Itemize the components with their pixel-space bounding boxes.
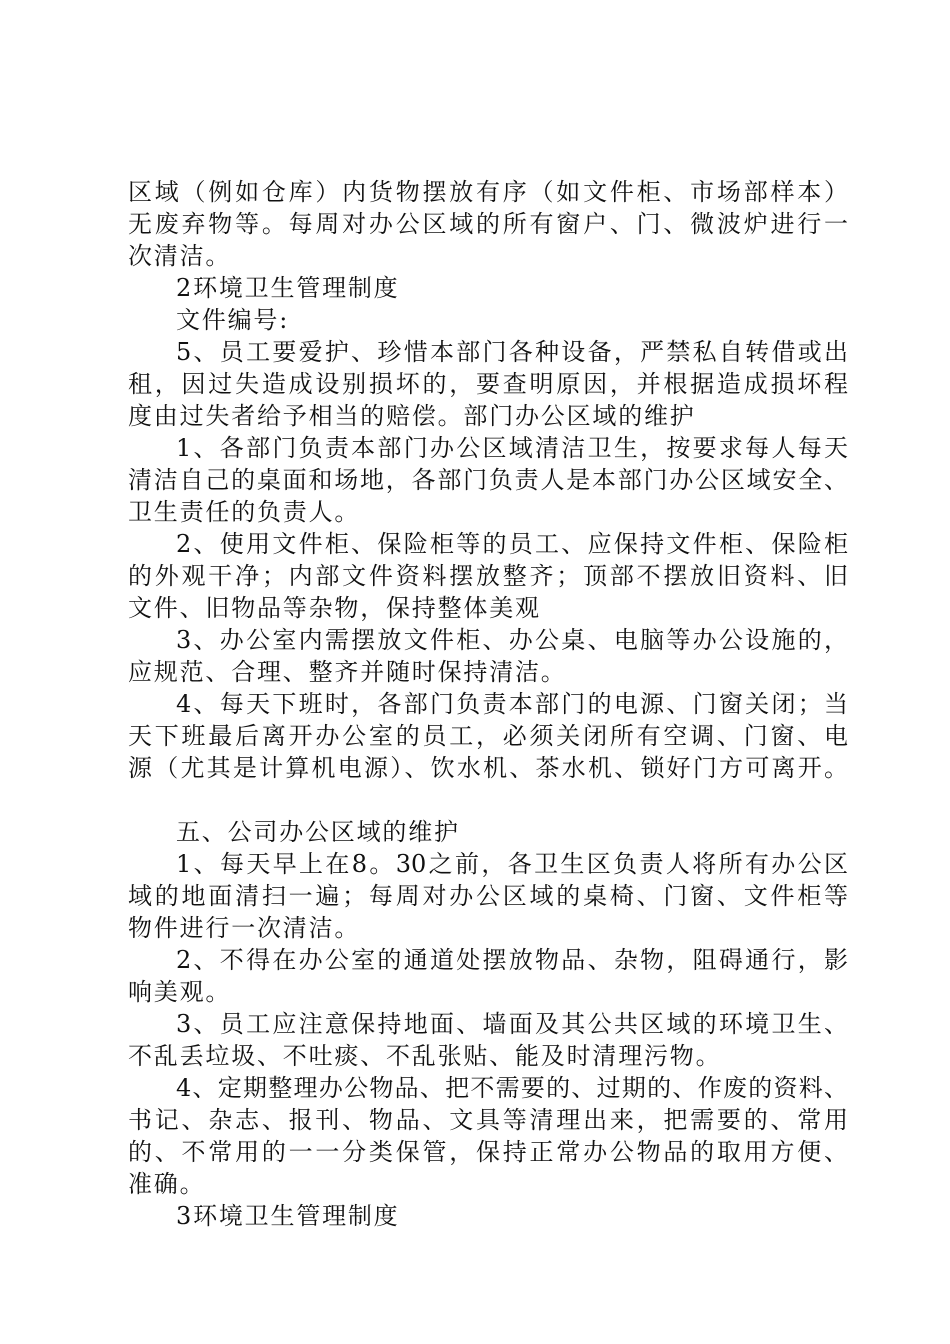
text-line: 2环境卫生管理制度 — [176, 274, 400, 302]
text-line: 3、员工应注意保持地面、墙面及其公共区域的环境卫生、 — [176, 1010, 848, 1038]
text-line: 无废弃物等。每周对办公区域的所有窗户、门、微波炉进行一 — [128, 210, 848, 238]
text-line: 5、员工要爱护、珍惜本部门各种设备，严禁私自转借或出 — [176, 338, 848, 366]
text-line: 度由过失者给予相当的赔偿。部门办公区域的维护 — [128, 402, 696, 430]
text-line: 天下班最后离开办公室的员工，必须关闭所有空调、门窗、电 — [128, 722, 848, 750]
text-line: 清洁自己的桌面和场地，各部门负责人是本部门办公区域安全、 — [128, 466, 848, 494]
text-line: 区域（例如仓库）内货物摆放有序（如文件柜、市场部样本） — [128, 178, 848, 206]
text-line: 的、不常用的一一分类保管，保持正常办公物品的取用方便、 — [128, 1138, 848, 1166]
text-line: 4、每天下班时，各部门负责本部门的电源、门窗关闭；当 — [176, 690, 848, 718]
text-line: 书记、杂志、报刊、物品、文具等清理出来，把需要的、常用 — [128, 1106, 848, 1134]
text-line: 五、公司办公区域的维护 — [176, 818, 460, 846]
text-line: 3环境卫生管理制度 — [176, 1202, 400, 1230]
text-line: 响美观。 — [128, 978, 232, 1006]
document-body — [128, 176, 848, 1232]
text-line: 的外观干净；内部文件资料摆放整齐；顶部不摆放旧资料、旧 — [128, 562, 848, 590]
text-line: 1、各部门负责本部门办公区域清洁卫生，按要求每人每天 — [176, 434, 848, 462]
blank-line — [128, 784, 848, 816]
text-line: 文件编号: — [176, 306, 290, 334]
text-line: 4、定期整理办公物品、把不需要的、过期的、作废的资料、 — [176, 1074, 848, 1102]
text-line: 1、每天早上在8。30之前，各卫生区负责人将所有办公区 — [176, 850, 848, 878]
text-line: 不乱丢垃圾、不吐痰、不乱张贴、能及时清理污物。 — [128, 1042, 722, 1070]
text-line: 卫生责任的负责人。 — [128, 498, 361, 526]
text-line: 租，因过失造成设别损坏的，要查明原因，并根据造成损坏程 — [128, 370, 848, 398]
text-line: 准确。 — [128, 1170, 206, 1198]
text-line: 源（尤其是计算机电源）、饮水机、茶水机、锁好门方可离开。 — [128, 754, 848, 782]
text-line: 应规范、合理、整齐并随时保持清洁。 — [128, 658, 567, 686]
text-line: 2、不得在办公室的通道处摆放物品、杂物，阻碍通行，影 — [176, 946, 848, 974]
text-line: 域的地面清扫一遍；每周对办公区域的桌椅、门窗、文件柜等 — [128, 882, 848, 910]
text-line: 2、使用文件柜、保险柜等的员工、应保持文件柜、保险柜 — [176, 530, 848, 558]
text-line: 3、办公室内需摆放文件柜、办公桌、电脑等办公设施的， — [176, 626, 848, 654]
text-line: 物件进行一次清洁。 — [128, 914, 361, 942]
text-line: 文件、旧物品等杂物，保持整体美观 — [128, 594, 541, 622]
text-line: 次清洁。 — [128, 242, 232, 270]
